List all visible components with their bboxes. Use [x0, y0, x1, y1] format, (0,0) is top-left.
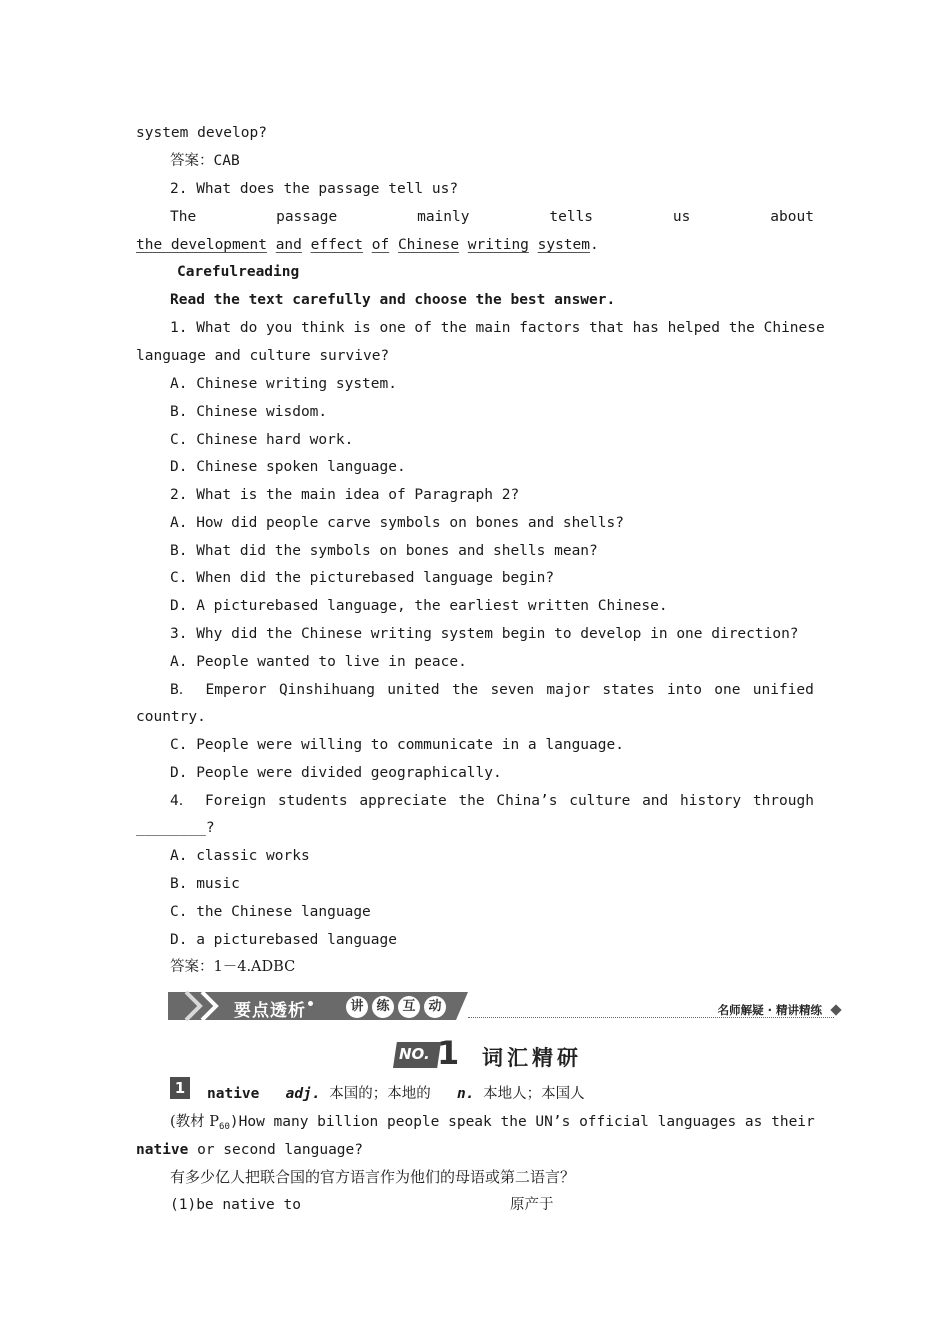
option: C. People were willing to communicate in a language.: [170, 737, 624, 753]
option: A. People wanted to live in peace.: [170, 654, 467, 670]
banner-title: 要点透析: [234, 1001, 306, 1021]
part-of-speech: n.: [456, 1086, 475, 1102]
option: A. Chinese writing system.: [170, 376, 397, 392]
question-2-answer-line: [170, 207, 814, 227]
answer-label: 答案：: [170, 153, 214, 169]
definition: 本地人；本国人: [483, 1086, 585, 1102]
separator-dot: [308, 1001, 313, 1006]
option: C. When did the picturebased language begin?: [170, 570, 555, 586]
example-sentence: (教材 $P_{60})How$ many billion people speak the UN’s official languages as their: [170, 1114, 815, 1132]
vocab-word: native: [207, 1086, 260, 1102]
answer-key: 答案：1－4.ADBC: [170, 959, 296, 975]
option: D. A picturebased language, the earliest written Chinese.: [170, 598, 668, 614]
option: B. What did the symbols on bones and shells mean?: [170, 543, 598, 559]
banner-pill: 互: [398, 996, 420, 1018]
phrase-translation: 原产于: [510, 1197, 554, 1213]
section-heading: Carefulreading: [177, 264, 300, 280]
banner-pill: 动: [424, 996, 446, 1018]
chevron-right-icon: [198, 990, 220, 1022]
question-1: 1. What do you think is one of the main factors that has helped the Chinese: [170, 320, 825, 336]
entry-number-badge: 1: [170, 1077, 190, 1099]
banner-pill: 讲: [346, 996, 368, 1018]
answer-value: CAB: [213, 153, 240, 169]
option: B. music: [170, 876, 240, 892]
option: C. Chinese hard work.: [170, 432, 354, 448]
question-1-cont: language and culture survive?: [136, 348, 390, 364]
diamond-icon: [830, 1004, 841, 1015]
text-line: system develop?: [136, 125, 267, 141]
option: A. How did people carve symbols on bones and shells?: [170, 515, 624, 531]
word: The: [170, 209, 197, 225]
option-cont: country.: [136, 709, 206, 725]
question-4: 4． Foreign students appreciate the China’s culture and history through: [170, 793, 814, 809]
section-title: 词汇精研: [482, 1046, 582, 1070]
question-2: 2. What does the passage tell us?: [170, 181, 459, 197]
word: us: [672, 209, 691, 225]
phrase: (1)be native to: [170, 1197, 301, 1213]
option: B. Chinese wisdom.: [170, 404, 328, 420]
part-of-speech: adj.: [285, 1086, 321, 1102]
example-translation: 有多少亿人把联合国的官方语言作为他们的母语或第二语言？: [170, 1168, 576, 1186]
example-sentence-cont: native or second language?: [136, 1142, 363, 1158]
definition: 本国的；本地的: [329, 1086, 431, 1102]
blank: ________?: [136, 820, 215, 836]
word: about: [770, 209, 814, 225]
option: D. Chinese spoken language.: [170, 459, 406, 475]
banner-subtitle: 名师解疑 · 精讲精练: [717, 1003, 822, 1017]
answer-line: [170, 151, 814, 171]
option-justified: B． Emperor Qinshihuang united the seven major states into one unified: [170, 682, 814, 698]
word: mainly: [417, 209, 470, 225]
word: passage: [276, 209, 338, 225]
question-3: 3. Why did the Chinese writing system begin to develop in one direction?: [170, 626, 799, 642]
option: D. People were divided geographically.: [170, 765, 502, 781]
section-banner: [168, 988, 840, 1024]
instruction: Read the text carefully and choose the best answer.: [170, 292, 616, 308]
option: A. classic works: [170, 848, 310, 864]
vocab-entry: [207, 1084, 807, 1104]
underlined-answer: the development and effect of Chinese writing system.: [136, 237, 599, 253]
section-number-badge: NO. 1: [393, 1036, 459, 1068]
word: tells: [549, 209, 594, 225]
option: C. the Chinese language: [170, 904, 371, 920]
banner-pill: 练: [372, 996, 394, 1018]
question-2b: 2. What is the main idea of Paragraph 2?: [170, 487, 520, 503]
option: D. a picturebased language: [170, 932, 397, 948]
